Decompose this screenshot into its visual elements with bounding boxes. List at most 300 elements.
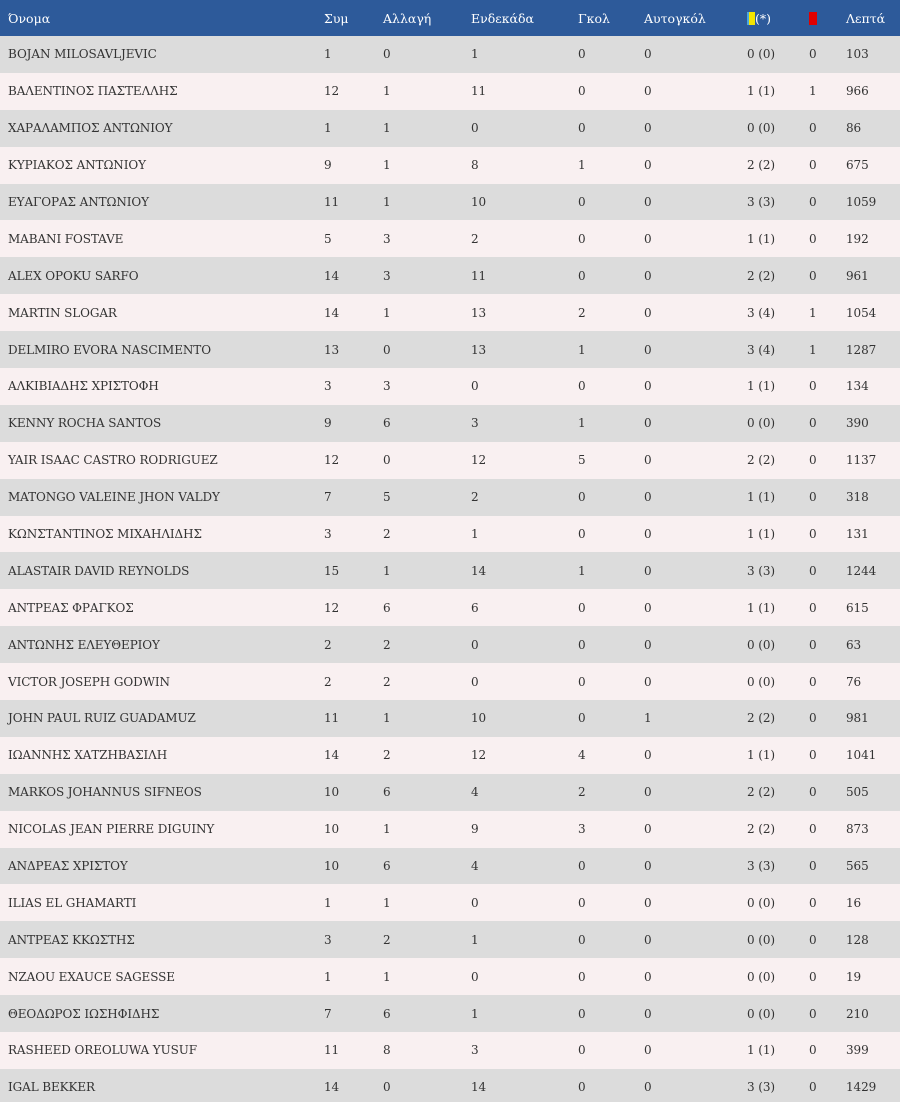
cell-minutes: 505 <box>846 774 900 811</box>
cell-substitutions: 1 <box>383 700 471 737</box>
cell-substitutions: 5 <box>383 479 471 516</box>
cell-starting-eleven: 0 <box>471 110 578 147</box>
cell-minutes: 1287 <box>846 331 900 368</box>
cell-player-name[interactable]: DELMIRO EVORA NASCIMENTO <box>0 331 324 368</box>
table-row <box>0 368 900 405</box>
cell-goals: 0 <box>578 220 644 257</box>
cell-goals: 1 <box>578 331 644 368</box>
cell-goals: 0 <box>578 110 644 147</box>
cell-player-name[interactable]: IGAL BEKKER <box>0 1069 324 1102</box>
table-row <box>0 442 900 479</box>
cell-own-goals: 0 <box>644 1069 747 1102</box>
cell-yellow-cards: 1 (1) <box>747 368 809 405</box>
cell-minutes: 1429 <box>846 1069 900 1102</box>
cell-starting-eleven: 1 <box>471 36 578 73</box>
cell-red-cards: 0 <box>809 811 846 848</box>
cell-player-name[interactable]: MABANI FOSTAVE <box>0 220 324 257</box>
cell-starting-eleven: 13 <box>471 294 578 331</box>
cell-goals: 1 <box>578 552 644 589</box>
cell-goals: 0 <box>578 626 644 663</box>
cell-appearances: 9 <box>324 147 383 184</box>
cell-starting-eleven: 10 <box>471 700 578 737</box>
cell-starting-eleven: 11 <box>471 73 578 110</box>
cell-starting-eleven: 6 <box>471 589 578 626</box>
cell-yellow-cards: 0 (0) <box>747 110 809 147</box>
cell-starting-eleven: 2 <box>471 220 578 257</box>
cell-minutes: 675 <box>846 147 900 184</box>
cell-red-cards: 0 <box>809 921 846 958</box>
cell-minutes: 961 <box>846 257 900 294</box>
cell-yellow-cards: 0 (0) <box>747 921 809 958</box>
cell-own-goals: 0 <box>644 147 747 184</box>
header-substitutions[interactable]: Αλλαγή <box>383 0 471 36</box>
cell-player-name[interactable]: ΒΑΛΕΝΤΙΝΟΣ ΠΑΣΤΕΛΛΗΣ <box>0 73 324 110</box>
cell-minutes: 565 <box>846 848 900 885</box>
cell-starting-eleven: 0 <box>471 958 578 995</box>
cell-minutes: 63 <box>846 626 900 663</box>
table-row <box>0 848 900 885</box>
cell-yellow-cards: 3 (3) <box>747 848 809 885</box>
cell-appearances: 9 <box>324 405 383 442</box>
cell-yellow-cards: 0 (0) <box>747 36 809 73</box>
cell-goals: 0 <box>578 368 644 405</box>
cell-yellow-cards: 1 (1) <box>747 737 809 774</box>
cell-minutes: 1054 <box>846 294 900 331</box>
cell-player-name[interactable]: ΧΑΡΑΛΑΜΠΟΣ ΑΝΤΩΝΙΟΥ <box>0 110 324 147</box>
table-row <box>0 663 900 700</box>
cell-red-cards: 0 <box>809 36 846 73</box>
header-goals[interactable]: Γκολ <box>578 0 644 36</box>
cell-starting-eleven: 1 <box>471 516 578 553</box>
cell-substitutions: 2 <box>383 626 471 663</box>
table-row <box>0 184 900 221</box>
cell-minutes: 390 <box>846 405 900 442</box>
cell-substitutions: 2 <box>383 663 471 700</box>
header-red-cards[interactable] <box>809 0 846 36</box>
cell-appearances: 1 <box>324 884 383 921</box>
cell-goals: 3 <box>578 811 644 848</box>
cell-goals: 0 <box>578 663 644 700</box>
cell-red-cards: 0 <box>809 1032 846 1069</box>
table-row <box>0 257 900 294</box>
table-row <box>0 1069 900 1102</box>
cell-player-name[interactable]: ΑΝΤΡΕΑΣ ΦΡΑΓΚΟΣ <box>0 589 324 626</box>
red-card-icon <box>809 12 817 25</box>
cell-substitutions: 1 <box>383 552 471 589</box>
cell-appearances: 1 <box>324 110 383 147</box>
cell-substitutions: 3 <box>383 257 471 294</box>
cell-starting-eleven: 0 <box>471 368 578 405</box>
table-row <box>0 958 900 995</box>
cell-red-cards: 0 <box>809 516 846 553</box>
table-row <box>0 626 900 663</box>
cell-player-name[interactable]: ΚΥΡΙΑΚΟΣ ΑΝΤΩΝΙΟΥ <box>0 147 324 184</box>
cell-minutes: 131 <box>846 516 900 553</box>
cell-goals: 1 <box>578 147 644 184</box>
cell-substitutions: 0 <box>383 1069 471 1102</box>
cell-goals: 0 <box>578 184 644 221</box>
cell-player-name[interactable]: KENNY ROCHA SANTOS <box>0 405 324 442</box>
table-row <box>0 1032 900 1069</box>
cell-starting-eleven: 12 <box>471 737 578 774</box>
cell-minutes: 399 <box>846 1032 900 1069</box>
cell-player-name[interactable]: JOHN PAUL RUIZ GUADAMUZ <box>0 700 324 737</box>
table-row <box>0 774 900 811</box>
cell-red-cards: 0 <box>809 626 846 663</box>
cell-own-goals: 0 <box>644 36 747 73</box>
table-row <box>0 552 900 589</box>
cell-red-cards: 0 <box>809 147 846 184</box>
cell-yellow-cards: 1 (1) <box>747 73 809 110</box>
cell-red-cards: 0 <box>809 220 846 257</box>
cell-yellow-cards: 2 (2) <box>747 257 809 294</box>
cell-own-goals: 0 <box>644 589 747 626</box>
cell-appearances: 15 <box>324 552 383 589</box>
cell-minutes: 76 <box>846 663 900 700</box>
cell-starting-eleven: 11 <box>471 257 578 294</box>
cell-substitutions: 3 <box>383 368 471 405</box>
cell-red-cards: 0 <box>809 700 846 737</box>
cell-substitutions: 1 <box>383 884 471 921</box>
cell-starting-eleven: 10 <box>471 184 578 221</box>
cell-substitutions: 6 <box>383 848 471 885</box>
table-row <box>0 73 900 110</box>
cell-red-cards: 0 <box>809 368 846 405</box>
cell-starting-eleven: 13 <box>471 331 578 368</box>
cell-minutes: 1041 <box>846 737 900 774</box>
cell-minutes: 1059 <box>846 184 900 221</box>
cell-substitutions: 6 <box>383 405 471 442</box>
cell-player-name[interactable]: ALASTAIR DAVID REYNOLDS <box>0 552 324 589</box>
cell-minutes: 103 <box>846 36 900 73</box>
cell-appearances: 11 <box>324 1032 383 1069</box>
cell-yellow-cards: 0 (0) <box>747 958 809 995</box>
cell-yellow-cards: 3 (4) <box>747 294 809 331</box>
table-body <box>0 36 900 1102</box>
cell-appearances: 12 <box>324 589 383 626</box>
cell-yellow-cards: 1 (1) <box>747 479 809 516</box>
cell-substitutions: 2 <box>383 921 471 958</box>
cell-red-cards: 0 <box>809 405 846 442</box>
table-header <box>0 0 900 36</box>
cell-goals: 0 <box>578 257 644 294</box>
cell-player-name[interactable]: NZAOU EXAUCE SAGESSE <box>0 958 324 995</box>
cell-starting-eleven: 9 <box>471 811 578 848</box>
cell-minutes: 1137 <box>846 442 900 479</box>
cell-starting-eleven: 3 <box>471 405 578 442</box>
cell-goals: 1 <box>578 405 644 442</box>
cell-player-name[interactable]: ΚΩΝΣΤΑΝΤΙΝΟΣ ΜΙΧΑΗΛΙΔΗΣ <box>0 516 324 553</box>
cell-substitutions: 1 <box>383 147 471 184</box>
header-yellow-suffix: (*) <box>755 10 772 26</box>
cell-own-goals: 0 <box>644 995 747 1032</box>
cell-yellow-cards: 2 (2) <box>747 700 809 737</box>
cell-goals: 2 <box>578 294 644 331</box>
cell-own-goals: 0 <box>644 663 747 700</box>
cell-own-goals: 0 <box>644 73 747 110</box>
cell-appearances: 7 <box>324 479 383 516</box>
cell-player-name[interactable]: MARTIN SLOGAR <box>0 294 324 331</box>
cell-starting-eleven: 0 <box>471 626 578 663</box>
cell-own-goals: 0 <box>644 737 747 774</box>
header-name[interactable]: Όνομα <box>0 0 324 36</box>
cell-appearances: 1 <box>324 36 383 73</box>
cell-player-name[interactable]: RASHEED OREOLUWA YUSUF <box>0 1032 324 1069</box>
cell-goals: 0 <box>578 700 644 737</box>
table-row <box>0 700 900 737</box>
cell-own-goals: 0 <box>644 442 747 479</box>
cell-player-name[interactable]: ΑΝΤΩΝΗΣ ΕΛΕΥΘΕΡΙΟΥ <box>0 626 324 663</box>
cell-substitutions: 1 <box>383 110 471 147</box>
cell-red-cards: 0 <box>809 552 846 589</box>
cell-appearances: 14 <box>324 257 383 294</box>
cell-substitutions: 8 <box>383 1032 471 1069</box>
table-row <box>0 516 900 553</box>
cell-red-cards: 0 <box>809 995 846 1032</box>
table-row <box>0 921 900 958</box>
cell-minutes: 192 <box>846 220 900 257</box>
yellow-card-icon <box>747 12 755 25</box>
cell-starting-eleven: 4 <box>471 774 578 811</box>
cell-substitutions: 1 <box>383 294 471 331</box>
cell-own-goals: 0 <box>644 884 747 921</box>
cell-own-goals: 0 <box>644 257 747 294</box>
cell-appearances: 10 <box>324 774 383 811</box>
cell-own-goals: 0 <box>644 294 747 331</box>
cell-own-goals: 0 <box>644 552 747 589</box>
cell-red-cards: 0 <box>809 110 846 147</box>
cell-own-goals: 0 <box>644 811 747 848</box>
cell-yellow-cards: 0 (0) <box>747 626 809 663</box>
cell-player-name[interactable]: MARKOS JOHANNUS SIFNEOS <box>0 774 324 811</box>
cell-goals: 2 <box>578 774 644 811</box>
cell-own-goals: 0 <box>644 626 747 663</box>
table-row <box>0 220 900 257</box>
cell-appearances: 14 <box>324 1069 383 1102</box>
cell-substitutions: 1 <box>383 811 471 848</box>
cell-yellow-cards: 0 (0) <box>747 884 809 921</box>
cell-own-goals: 0 <box>644 368 747 405</box>
cell-substitutions: 1 <box>383 958 471 995</box>
cell-minutes: 981 <box>846 700 900 737</box>
cell-minutes: 19 <box>846 958 900 995</box>
cell-starting-eleven: 1 <box>471 921 578 958</box>
table-row <box>0 331 900 368</box>
cell-own-goals: 0 <box>644 184 747 221</box>
cell-own-goals: 0 <box>644 110 747 147</box>
cell-player-name[interactable]: YAIR ISAAC CASTRO RODRIGUEZ <box>0 442 324 479</box>
cell-player-name[interactable]: ILIAS EL GHAMARTI <box>0 884 324 921</box>
table-row <box>0 737 900 774</box>
cell-appearances: 3 <box>324 516 383 553</box>
cell-minutes: 16 <box>846 884 900 921</box>
cell-own-goals: 0 <box>644 220 747 257</box>
cell-goals: 0 <box>578 73 644 110</box>
cell-appearances: 3 <box>324 368 383 405</box>
cell-red-cards: 0 <box>809 184 846 221</box>
cell-goals: 0 <box>578 1069 644 1102</box>
cell-red-cards: 0 <box>809 848 846 885</box>
cell-substitutions: 1 <box>383 184 471 221</box>
table-row <box>0 110 900 147</box>
cell-appearances: 1 <box>324 958 383 995</box>
cell-own-goals: 0 <box>644 479 747 516</box>
cell-yellow-cards: 3 (3) <box>747 552 809 589</box>
cell-appearances: 7 <box>324 995 383 1032</box>
cell-goals: 4 <box>578 737 644 774</box>
cell-red-cards: 0 <box>809 1069 846 1102</box>
cell-red-cards: 0 <box>809 737 846 774</box>
cell-own-goals: 0 <box>644 958 747 995</box>
cell-substitutions: 2 <box>383 737 471 774</box>
cell-starting-eleven: 14 <box>471 1069 578 1102</box>
cell-starting-eleven: 8 <box>471 147 578 184</box>
cell-substitutions: 0 <box>383 442 471 479</box>
cell-red-cards: 0 <box>809 257 846 294</box>
cell-player-name[interactable]: ΑΝΤΡΕΑΣ ΚΚΩΣΤΗΣ <box>0 921 324 958</box>
cell-appearances: 13 <box>324 331 383 368</box>
header-yellow-cards[interactable] <box>747 0 809 36</box>
table-row <box>0 479 900 516</box>
cell-player-name[interactable]: ΑΝΔΡΕΑΣ ΧΡΙΣΤΟΥ <box>0 848 324 885</box>
cell-substitutions: 1 <box>383 73 471 110</box>
cell-yellow-cards: 2 (2) <box>747 811 809 848</box>
cell-substitutions: 2 <box>383 516 471 553</box>
table-row <box>0 294 900 331</box>
cell-substitutions: 3 <box>383 220 471 257</box>
cell-yellow-cards: 2 (2) <box>747 147 809 184</box>
cell-yellow-cards: 3 (3) <box>747 1069 809 1102</box>
cell-goals: 0 <box>578 589 644 626</box>
cell-minutes: 134 <box>846 368 900 405</box>
cell-red-cards: 1 <box>809 73 846 110</box>
cell-goals: 0 <box>578 848 644 885</box>
table-row <box>0 884 900 921</box>
cell-yellow-cards: 2 (2) <box>747 774 809 811</box>
cell-appearances: 2 <box>324 663 383 700</box>
cell-red-cards: 0 <box>809 442 846 479</box>
header-minutes[interactable]: Λεπτά <box>846 0 900 36</box>
cell-goals: 0 <box>578 921 644 958</box>
cell-player-name[interactable]: ΘΕΟΔΩΡΟΣ ΙΩΣΗΦΙΔΗΣ <box>0 995 324 1032</box>
cell-goals: 5 <box>578 442 644 479</box>
table-row <box>0 811 900 848</box>
cell-appearances: 12 <box>324 442 383 479</box>
cell-appearances: 5 <box>324 220 383 257</box>
cell-goals: 0 <box>578 516 644 553</box>
cell-starting-eleven: 4 <box>471 848 578 885</box>
cell-yellow-cards: 3 (3) <box>747 184 809 221</box>
cell-appearances: 12 <box>324 73 383 110</box>
cell-appearances: 10 <box>324 811 383 848</box>
cell-starting-eleven: 1 <box>471 995 578 1032</box>
cell-substitutions: 6 <box>383 995 471 1032</box>
cell-appearances: 10 <box>324 848 383 885</box>
cell-minutes: 615 <box>846 589 900 626</box>
cell-appearances: 2 <box>324 626 383 663</box>
cell-substitutions: 0 <box>383 36 471 73</box>
cell-yellow-cards: 1 (1) <box>747 516 809 553</box>
cell-player-name[interactable]: ΙΩΑΝΝΗΣ ΧΑΤΖΗΒΑΣΙΛΗ <box>0 737 324 774</box>
table-row <box>0 405 900 442</box>
cell-player-name[interactable]: ΕΥΑΓΟΡΑΣ ΑΝΤΩΝΙΟΥ <box>0 184 324 221</box>
cell-appearances: 11 <box>324 184 383 221</box>
cell-player-name[interactable]: NICOLAS JEAN PIERRE DIGUINY <box>0 811 324 848</box>
table-row <box>0 147 900 184</box>
cell-own-goals: 0 <box>644 774 747 811</box>
cell-yellow-cards: 0 (0) <box>747 995 809 1032</box>
header-appearances[interactable]: Συμ <box>324 0 383 36</box>
cell-goals: 0 <box>578 884 644 921</box>
cell-goals: 0 <box>578 958 644 995</box>
cell-player-name[interactable]: ΑΛΚΙΒΙΑΔΗΣ ΧΡΙΣΤΟΦΗ <box>0 368 324 405</box>
cell-minutes: 86 <box>846 110 900 147</box>
cell-red-cards: 1 <box>809 331 846 368</box>
cell-minutes: 128 <box>846 921 900 958</box>
cell-red-cards: 0 <box>809 589 846 626</box>
cell-yellow-cards: 0 (0) <box>747 405 809 442</box>
cell-appearances: 11 <box>324 700 383 737</box>
cell-goals: 0 <box>578 36 644 73</box>
cell-yellow-cards: 2 (2) <box>747 442 809 479</box>
cell-red-cards: 0 <box>809 663 846 700</box>
cell-starting-eleven: 14 <box>471 552 578 589</box>
cell-red-cards: 0 <box>809 774 846 811</box>
cell-starting-eleven: 0 <box>471 884 578 921</box>
header-row <box>0 0 900 36</box>
cell-player-name[interactable]: BOJAN MILOSAVLJEVIC <box>0 36 324 73</box>
cell-goals: 0 <box>578 479 644 516</box>
cell-red-cards: 0 <box>809 479 846 516</box>
cell-player-name[interactable]: MATONGO VALEINE JHON VALDY <box>0 479 324 516</box>
cell-minutes: 318 <box>846 479 900 516</box>
header-own-goals[interactable]: Αυτογκόλ <box>644 0 747 36</box>
cell-player-name[interactable]: ALEX OPOKU SARFO <box>0 257 324 294</box>
table-row <box>0 995 900 1032</box>
cell-yellow-cards: 1 (1) <box>747 1032 809 1069</box>
table-row <box>0 36 900 73</box>
cell-appearances: 14 <box>324 737 383 774</box>
cell-player-name[interactable]: VICTOR JOSEPH GODWIN <box>0 663 324 700</box>
cell-minutes: 873 <box>846 811 900 848</box>
cell-substitutions: 6 <box>383 774 471 811</box>
cell-yellow-cards: 1 (1) <box>747 589 809 626</box>
header-starting-eleven[interactable]: Ενδεκάδα <box>471 0 578 36</box>
cell-yellow-cards: 0 (0) <box>747 663 809 700</box>
cell-substitutions: 0 <box>383 331 471 368</box>
cell-minutes: 210 <box>846 995 900 1032</box>
cell-own-goals: 0 <box>644 516 747 553</box>
cell-own-goals: 0 <box>644 848 747 885</box>
table-row <box>0 589 900 626</box>
cell-goals: 0 <box>578 1032 644 1069</box>
cell-starting-eleven: 2 <box>471 479 578 516</box>
cell-own-goals: 0 <box>644 405 747 442</box>
cell-starting-eleven: 3 <box>471 1032 578 1069</box>
cell-red-cards: 0 <box>809 958 846 995</box>
cell-goals: 0 <box>578 995 644 1032</box>
cell-own-goals: 0 <box>644 1032 747 1069</box>
cell-own-goals: 1 <box>644 700 747 737</box>
cell-own-goals: 0 <box>644 921 747 958</box>
cell-appearances: 3 <box>324 921 383 958</box>
cell-red-cards: 1 <box>809 294 846 331</box>
cell-appearances: 14 <box>324 294 383 331</box>
cell-red-cards: 0 <box>809 884 846 921</box>
cell-starting-eleven: 0 <box>471 663 578 700</box>
cell-minutes: 1244 <box>846 552 900 589</box>
cell-starting-eleven: 12 <box>471 442 578 479</box>
